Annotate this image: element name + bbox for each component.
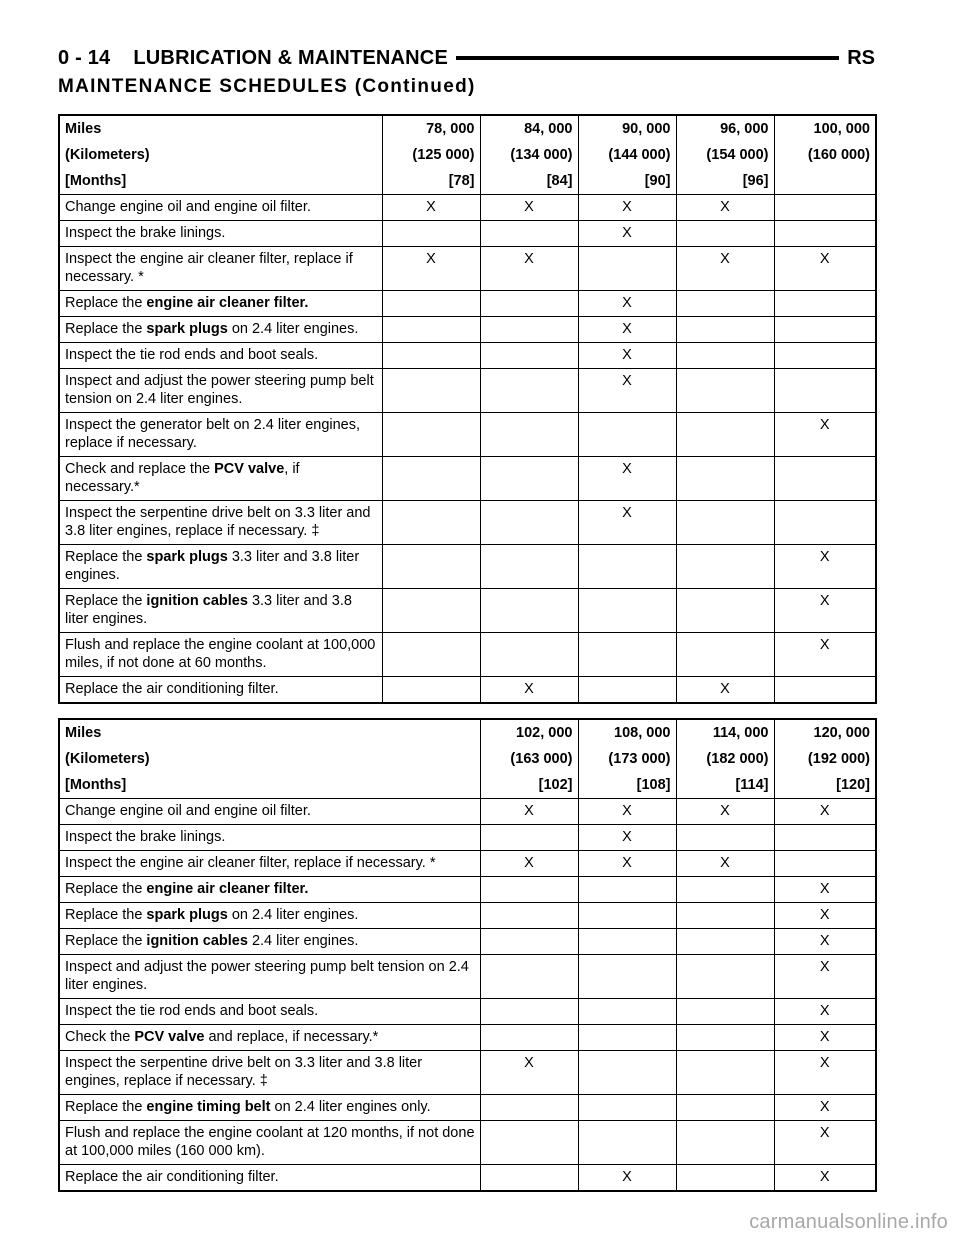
service-mark [774, 317, 876, 343]
service-mark: X [480, 247, 578, 291]
service-mark [676, 413, 774, 457]
service-item-emphasis: ignition cables [146, 933, 248, 949]
service-item [59, 247, 382, 291]
table-row [59, 501, 876, 545]
header-interval: (192 000) [774, 746, 876, 772]
service-item-text: Change engine oil and engine oil filter. [65, 803, 311, 819]
table-row [59, 677, 876, 704]
service-mark [382, 677, 480, 704]
header-interval: (163 000) [480, 746, 578, 772]
service-mark [676, 221, 774, 247]
service-mark [480, 457, 578, 501]
service-mark [578, 1051, 676, 1095]
table-row [59, 317, 876, 343]
service-item [59, 999, 480, 1025]
header-interval: (125 000) [382, 142, 480, 168]
service-mark [480, 1121, 578, 1165]
table-row [59, 903, 876, 929]
service-item-text: Inspect and adjust the power steering pump belt tension on 2.4 liter engines. [65, 959, 469, 993]
service-item [59, 1025, 480, 1051]
service-mark [578, 1095, 676, 1121]
service-item-text: 2.4 liter engines. [247, 933, 359, 949]
service-mark: X [578, 501, 676, 545]
service-mark [676, 1095, 774, 1121]
service-item-emphasis: spark plugs [146, 321, 228, 337]
service-mark [382, 501, 480, 545]
service-mark: X [578, 369, 676, 413]
service-mark: X [676, 851, 774, 877]
service-mark: X [774, 247, 876, 291]
header-label: [Months] [59, 772, 480, 799]
service-item-text: 3.3 liter and 3.8 liter engines. [65, 549, 360, 583]
service-mark [676, 369, 774, 413]
service-item [59, 343, 382, 369]
header-interval: 78, 000 [382, 115, 480, 142]
service-item-text: Check and replace the [65, 461, 215, 477]
service-mark: X [774, 545, 876, 589]
service-mark [578, 955, 676, 999]
watermark: carmanualsonline.info [749, 1211, 948, 1233]
service-mark: X [578, 195, 676, 221]
service-mark [480, 877, 578, 903]
table-row [59, 851, 876, 877]
header-interval: 102, 000 [480, 719, 578, 746]
header-interval [774, 168, 876, 195]
table-row [59, 413, 876, 457]
service-mark [774, 369, 876, 413]
service-mark: X [774, 1051, 876, 1095]
header-interval: (144 000) [578, 142, 676, 168]
service-item [59, 221, 382, 247]
header-interval: 100, 000 [774, 115, 876, 142]
header-interval: (173 000) [578, 746, 676, 772]
service-mark: X [774, 413, 876, 457]
service-mark: X [774, 633, 876, 677]
service-item-emphasis: PCV valve [134, 1029, 205, 1045]
service-item-text: Replace the air conditioning filter. [65, 1169, 279, 1185]
service-item-text: and replace, if necessary.* [204, 1029, 379, 1045]
service-mark [480, 545, 578, 589]
service-mark [480, 929, 578, 955]
service-mark [578, 903, 676, 929]
service-mark [480, 999, 578, 1025]
service-mark [382, 221, 480, 247]
header-interval: (182 000) [676, 746, 774, 772]
header-row [59, 142, 876, 168]
service-mark [480, 501, 578, 545]
service-mark [774, 825, 876, 851]
service-mark: X [578, 291, 676, 317]
service-item-text: Check the [65, 1029, 135, 1045]
service-item-text: Flush and replace the engine coolant at 100,000 miles, if not done at 60 months. [65, 637, 376, 671]
service-item [59, 799, 480, 825]
service-item [59, 1051, 480, 1095]
service-item-text: Replace the [65, 593, 147, 609]
service-mark: X [480, 1051, 578, 1095]
service-item [59, 457, 382, 501]
service-mark [676, 589, 774, 633]
service-mark [676, 343, 774, 369]
service-mark [480, 1025, 578, 1051]
service-mark [578, 929, 676, 955]
service-item-text: Replace the [65, 321, 147, 337]
service-item [59, 589, 382, 633]
service-mark [676, 877, 774, 903]
service-mark [382, 369, 480, 413]
service-item [59, 545, 382, 589]
service-mark [578, 545, 676, 589]
header-interval: [90] [578, 168, 676, 195]
header-row [59, 719, 876, 746]
service-item [59, 1165, 480, 1192]
service-mark [480, 633, 578, 677]
service-item-emphasis: spark plugs [146, 549, 228, 565]
service-mark: X [480, 677, 578, 704]
service-mark [382, 589, 480, 633]
service-mark [676, 317, 774, 343]
service-mark [774, 501, 876, 545]
service-mark [578, 247, 676, 291]
header-interval: [84] [480, 168, 578, 195]
header-rule [456, 56, 839, 60]
table-row [59, 247, 876, 291]
service-mark [774, 221, 876, 247]
service-mark: X [480, 851, 578, 877]
service-mark [774, 457, 876, 501]
table-row [59, 195, 876, 221]
service-mark [676, 955, 774, 999]
service-mark [578, 1121, 676, 1165]
service-mark [676, 291, 774, 317]
header-interval: [78] [382, 168, 480, 195]
header-row [59, 168, 876, 195]
service-mark [578, 413, 676, 457]
service-mark: X [774, 903, 876, 929]
service-mark: X [578, 221, 676, 247]
service-item-text: Inspect the engine air cleaner filter, replace if necessary. * [65, 855, 436, 871]
header-interval: 108, 000 [578, 719, 676, 746]
header-interval: [114] [676, 772, 774, 799]
service-mark: X [774, 1095, 876, 1121]
service-mark [480, 221, 578, 247]
service-mark: X [578, 825, 676, 851]
table-row [59, 999, 876, 1025]
header-row [59, 746, 876, 772]
service-mark: X [774, 1121, 876, 1165]
header-interval: [102] [480, 772, 578, 799]
service-item [59, 1095, 480, 1121]
header-interval: 84, 000 [480, 115, 578, 142]
table-row [59, 1121, 876, 1165]
service-mark: X [578, 457, 676, 501]
service-item [59, 369, 382, 413]
header-interval: [120] [774, 772, 876, 799]
service-mark: X [578, 343, 676, 369]
table-row [59, 877, 876, 903]
service-mark [480, 413, 578, 457]
service-mark [382, 545, 480, 589]
table-row [59, 825, 876, 851]
service-item-emphasis: engine air cleaner filter. [146, 295, 309, 311]
service-item-text: Replace the [65, 549, 147, 565]
service-mark [382, 291, 480, 317]
header-row [59, 115, 876, 142]
service-item-emphasis: spark plugs [146, 907, 228, 923]
service-mark [676, 929, 774, 955]
service-mark [578, 877, 676, 903]
service-mark: X [676, 247, 774, 291]
service-item-text: , if necessary.* [65, 461, 300, 495]
header-interval: (160 000) [774, 142, 876, 168]
service-item-text: Replace the [65, 1099, 147, 1115]
service-item-text: Replace the [65, 907, 147, 923]
service-mark: X [578, 1165, 676, 1192]
service-mark: X [774, 1025, 876, 1051]
table-row [59, 633, 876, 677]
service-item-text: on 2.4 liter engines only. [270, 1099, 431, 1115]
service-mark [676, 1051, 774, 1095]
header-interval: 90, 000 [578, 115, 676, 142]
service-item-text: Inspect the engine air cleaner filter, replace if necessary. * [65, 251, 353, 285]
service-item [59, 413, 382, 457]
service-item [59, 929, 480, 955]
service-item [59, 877, 480, 903]
service-mark [676, 545, 774, 589]
page-header-code: RS [847, 46, 875, 69]
service-mark [382, 343, 480, 369]
header-label: (Kilometers) [59, 142, 382, 168]
service-mark [774, 343, 876, 369]
service-mark [676, 1121, 774, 1165]
service-mark: X [578, 317, 676, 343]
table-row [59, 343, 876, 369]
service-mark [382, 317, 480, 343]
service-mark [578, 589, 676, 633]
service-item [59, 317, 382, 343]
service-mark: X [578, 851, 676, 877]
service-mark [480, 825, 578, 851]
table-row [59, 589, 876, 633]
service-item-text: on 2.4 liter engines. [227, 321, 359, 337]
header-label: Miles [59, 115, 382, 142]
service-item [59, 677, 382, 704]
service-item-text: on 2.4 liter engines. [227, 907, 359, 923]
service-mark [676, 999, 774, 1025]
service-mark [578, 999, 676, 1025]
service-mark: X [676, 195, 774, 221]
service-mark [676, 633, 774, 677]
service-item-text: Replace the [65, 881, 147, 897]
service-mark [676, 457, 774, 501]
service-mark [774, 851, 876, 877]
service-mark [382, 413, 480, 457]
section-title: MAINTENANCE SCHEDULES (Continued) [58, 76, 476, 97]
service-mark [480, 1165, 578, 1192]
service-item-text: Inspect the serpentine drive belt on 3.3 liter and 3.8 liter engines, replace if necessary. ‡ [65, 505, 371, 539]
service-mark: X [578, 799, 676, 825]
service-item-text: Inspect the tie rod ends and boot seals. [65, 347, 319, 363]
service-mark [480, 955, 578, 999]
service-item-emphasis: ignition cables [146, 593, 248, 609]
service-mark [480, 589, 578, 633]
service-mark [676, 1165, 774, 1192]
service-mark [676, 501, 774, 545]
service-mark [480, 903, 578, 929]
service-mark: X [480, 799, 578, 825]
service-item [59, 501, 382, 545]
service-item [59, 851, 480, 877]
service-item-text: Inspect the brake linings. [65, 225, 226, 241]
service-mark: X [676, 677, 774, 704]
service-item-text: Inspect the tie rod ends and boot seals. [65, 1003, 319, 1019]
service-item-text: Change engine oil and engine oil filter. [65, 199, 311, 215]
service-mark: X [774, 1165, 876, 1192]
header-label: [Months] [59, 168, 382, 195]
page-header [58, 46, 875, 70]
service-item [59, 825, 480, 851]
table-row [59, 369, 876, 413]
service-mark [480, 291, 578, 317]
table-row [59, 291, 876, 317]
table-row [59, 799, 876, 825]
table-row [59, 929, 876, 955]
service-mark [774, 291, 876, 317]
service-mark [578, 677, 676, 704]
service-item-text: Inspect the brake linings. [65, 829, 226, 845]
service-mark: X [774, 589, 876, 633]
service-item [59, 633, 382, 677]
table-row [59, 1165, 876, 1192]
table-row [59, 1051, 876, 1095]
service-mark [774, 677, 876, 704]
header-row [59, 772, 876, 799]
service-item [59, 1121, 480, 1165]
service-mark: X [774, 999, 876, 1025]
service-item-emphasis: PCV valve [214, 461, 285, 477]
service-mark: X [774, 929, 876, 955]
service-item-text: Inspect the serpentine drive belt on 3.3 liter and 3.8 liter engines, replace if necessary. ‡ [65, 1055, 423, 1089]
header-label: (Kilometers) [59, 746, 480, 772]
service-item-emphasis: engine air cleaner filter. [146, 881, 309, 897]
header-interval: (154 000) [676, 142, 774, 168]
header-label: Miles [59, 719, 480, 746]
service-mark [676, 1025, 774, 1051]
service-mark [578, 633, 676, 677]
header-interval: (134 000) [480, 142, 578, 168]
service-mark: X [774, 955, 876, 999]
service-mark [676, 903, 774, 929]
table-row [59, 545, 876, 589]
table-row [59, 1025, 876, 1051]
service-item-text: Inspect and adjust the power steering pump belt tension on 2.4 liter engines. [65, 373, 374, 407]
maintenance-table-2 [58, 718, 877, 1192]
service-item-text: Inspect the generator belt on 2.4 liter engines, replace if necessary. [65, 417, 361, 451]
table-row [59, 221, 876, 247]
service-mark [676, 825, 774, 851]
service-mark: X [774, 799, 876, 825]
service-item-text: 3.3 liter and 3.8 liter engines. [65, 593, 352, 627]
service-mark [382, 457, 480, 501]
header-interval: 114, 000 [676, 719, 774, 746]
header-interval: [96] [676, 168, 774, 195]
service-mark [480, 369, 578, 413]
service-item [59, 903, 480, 929]
service-mark [382, 633, 480, 677]
service-mark [480, 1095, 578, 1121]
header-interval: 120, 000 [774, 719, 876, 746]
table-row [59, 1095, 876, 1121]
service-item [59, 195, 382, 221]
service-item-text: Replace the air conditioning filter. [65, 681, 279, 697]
maintenance-table-1 [58, 114, 877, 704]
service-mark: X [480, 195, 578, 221]
service-mark [480, 343, 578, 369]
service-item-text: Flush and replace the engine coolant at 120 months, if not done at 100,000 miles (160 000 km). [65, 1125, 475, 1159]
service-item-text: Replace the [65, 295, 147, 311]
service-mark: X [774, 877, 876, 903]
service-item-text: Replace the [65, 933, 147, 949]
service-item [59, 291, 382, 317]
service-mark [774, 195, 876, 221]
page-header-title: 0 - 14 LUBRICATION & MAINTENANCE [58, 46, 448, 69]
service-mark: X [382, 247, 480, 291]
service-mark [480, 317, 578, 343]
table-row [59, 955, 876, 999]
header-interval: [108] [578, 772, 676, 799]
service-mark: X [382, 195, 480, 221]
service-item [59, 955, 480, 999]
service-mark [578, 1025, 676, 1051]
table-row [59, 457, 876, 501]
header-interval: 96, 000 [676, 115, 774, 142]
service-item-emphasis: engine timing belt [146, 1099, 271, 1115]
service-mark: X [676, 799, 774, 825]
